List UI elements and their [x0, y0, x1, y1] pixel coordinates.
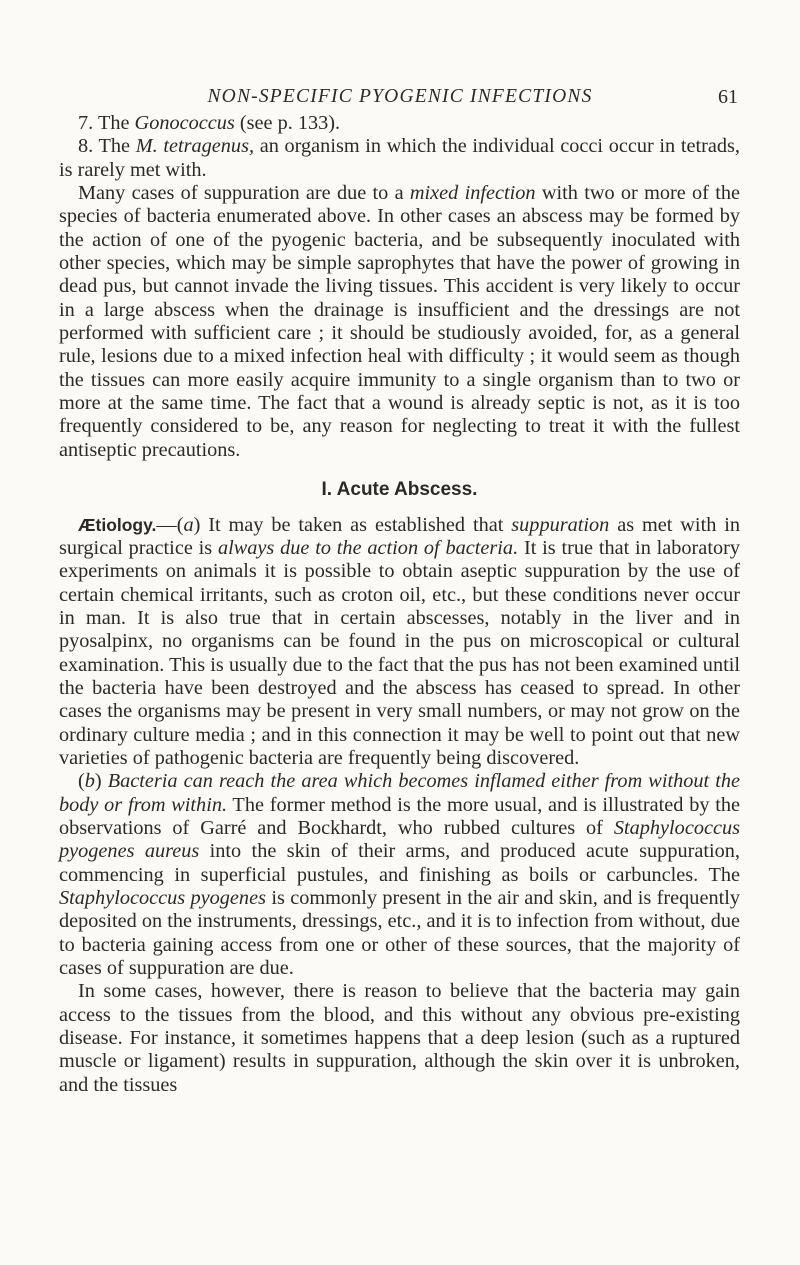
- italic-term: Staphylococcus pyogenes aureus: [59, 816, 740, 863]
- page-number: 61: [718, 86, 738, 108]
- italic-subheading: Bacteria can reach the area which becomes inflamed either from without the body or from within.: [59, 770, 740, 816]
- paragraph-blood-access: In some cases, however, there is reason to believe that the bacteria may gain access to the tissues from the blood, and this without any obvious pre-existing disease. For instance, it sometimes happens that a deep lesion (such as a ruptured muscle or ligament) results in suppuration, although the skin over it is unbroken, and the tissues: [59, 980, 740, 1096]
- italic-term: suppuration: [511, 513, 610, 536]
- paragraph-mixed-infection: Many cases of suppuration are due to a mixed infection with two or more of the species of bacteria enumerated above. In other cases an abscess may be formed by the action of one of the pyogenic bacteria, and be subsequently inoculated with other species, which may be simple saprophytes that have the power of growing in dead pus, but cannot invade the living tissues. This accident is very likely to occur in a large abscess when the drainage is insufficient and the dressings are not performed with sufficient care ; it should be studiously avoided, for, as a general rule, lesions due to a mixed infection heal with difficulty ; it would seem as though the tissues can more easily acquire immunity to a single organism than to two or more at the same time. The fact that a wound is already septic is not, as it is too frequently considered to be, any reason for neglecting to treat it with the fullest antiseptic precautions.: [59, 182, 740, 461]
- italic-phrase: always due to the action of bacteria.: [217, 536, 519, 559]
- italic-term: Gonococcus: [134, 112, 235, 134]
- italic-term: M. tetragenus,: [135, 135, 255, 158]
- paragraph-aetiology-b: (b) Bacteria can reach the area which becomes inflamed either from without the body or from within. The former method is the more usual, and is illustrated by the observations of Garré and Bockhardt, who rubbed cultures of Staphylococcus pyogenes aureus into the skin of their arms, and produced acute suppuration, commencing in superficial pustules, and finishing as boils or carbuncles. The Staphylococcus pyogenes is commonly present in the air and skin, and is frequently deposited on the instruments, dressings, etc., and it is to infection from without, due to bacteria gaining access from one or other of these sources, that the majority of cases of suppuration are due.: [59, 770, 740, 980]
- list-number: 7.: [78, 112, 94, 134]
- runin-heading: Ætiology.: [78, 514, 157, 535]
- body-text: [59, 112, 740, 1097]
- section-heading: I. Acute Abscess.: [321, 479, 478, 501]
- list-item: 7. The Gonococcus (see p. 133).: [78, 112, 341, 134]
- subsection-letter: a: [183, 513, 194, 536]
- italic-term: Staphylococcus pyogenes: [59, 887, 266, 909]
- italic-term: mixed infection: [409, 182, 536, 205]
- subsection-letter: b: [84, 770, 95, 793]
- list-number: 8.: [78, 135, 94, 158]
- list-item: 8. The M. tetragenus, an organism in which the individual cocci occur in tetrads, is rarely met with.: [59, 135, 740, 181]
- paragraph-aetiology-a: Ætiology.—(a) It may be taken as established that suppuration as met with in surgical practice is always due to the action of bacteria. It is true that in laboratory experiments on animals it is possible to obtain aseptic suppuration by the use of certain chemical irritants, such as croton oil, etc., but these conditions never occur in man. It is also true that in certain abscesses, notably in the liver and in pyosalpinx, no organisms can be found in the pus on microscopical or cultural examination. This is usually due to the fact that the pus has not been examined until the bacteria have been destroyed and the abscess has ceased to spread. In other cases the organisms may be present in very small numbers, or may not grow on the ordinary culture media ; and in this connection it may be well to point out that new varieties of pathogenic bacteria are frequently being discovered.: [59, 513, 741, 769]
- running-title: NON-SPECIFIC PYOGENIC INFECTIONS: [207, 86, 593, 107]
